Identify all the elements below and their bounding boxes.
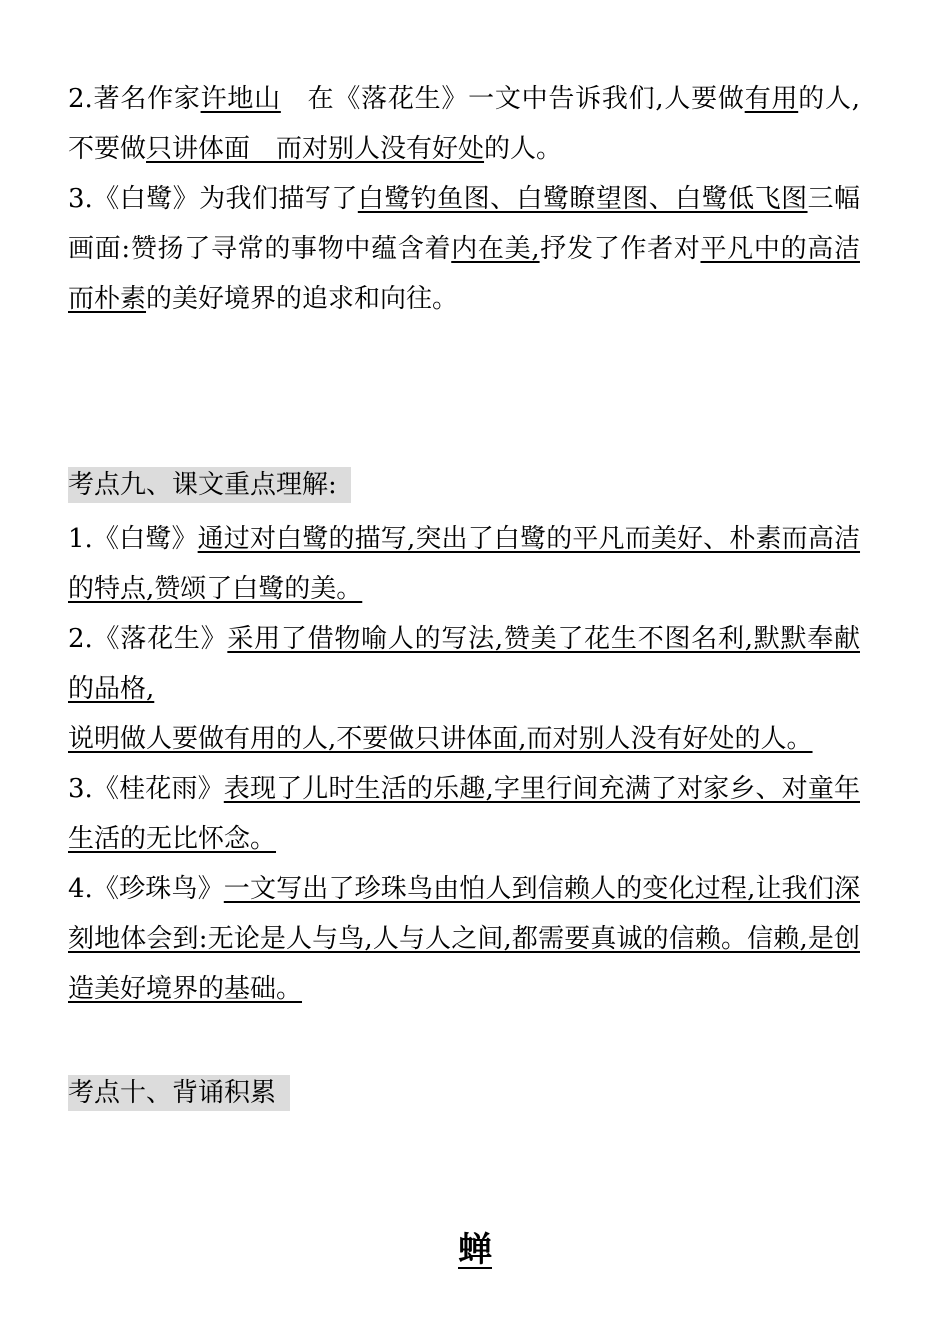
section-10-heading: 考点十、背诵积累 xyxy=(68,1075,290,1111)
item-3-mid1: 三幅画面:赞扬了寻常的事物中蕴含着 xyxy=(68,184,860,264)
item-2-prefix: 2.著名作家 xyxy=(68,84,201,114)
poem-title xyxy=(0,1222,950,1271)
item-3-bailu-pictures xyxy=(68,174,860,324)
item-answer: 通过对白鹭的描写,突出了白鹭的平凡而美好、朴素而高洁的特点,赞颂了白鹭的美。 xyxy=(68,524,861,604)
item-3-suffix: 的美好境界的追求和向往。 xyxy=(146,284,459,314)
item-3-mid2: 抒发了作者对 xyxy=(539,234,701,264)
poem-title-text: 蝉 xyxy=(458,1230,492,1270)
item-3-blank2-answer: 内在美, xyxy=(451,234,540,264)
item-3-blank1-answer: 白鹭钓鱼图、白鹭瞭望图、白鹭低飞图 xyxy=(357,184,808,214)
item-2-mid1: 在《落花生》一文中告诉我们,人要做 xyxy=(307,84,745,114)
section-9-heading: 考点九、课文重点理解: xyxy=(68,467,351,503)
item-2-famous-author xyxy=(68,74,860,174)
item-2-mid2: 的人,不要做 xyxy=(68,84,860,164)
section-9-item-4 xyxy=(68,864,860,1014)
spacer xyxy=(68,324,860,460)
item-2-suffix: 的人。 xyxy=(484,134,563,164)
section-9-list xyxy=(68,514,860,1014)
document-page xyxy=(68,74,860,1118)
item-answer: 一文写出了珍珠鸟由怕人到信赖人的变化过程,让我们深刻地体会到:无论是人与鸟,人与人之间,都需要真诚的信赖。信赖,是创造美好境界的基础。 xyxy=(68,874,860,1004)
item-2-blank1-answer: 有用 xyxy=(744,84,799,114)
item-2-blank2-answer: 只讲体面 而对别人没有好处 xyxy=(146,134,485,164)
item-3-blank3-answer: 平凡中的高洁而朴素 xyxy=(68,234,860,314)
item-2-author-answer: 许地山 xyxy=(200,84,281,114)
section-9-item-1 xyxy=(68,514,860,614)
item-prefix: 2.《落花生》 xyxy=(68,624,228,654)
item-prefix: 4.《珍珠鸟》 xyxy=(68,874,224,904)
spacer xyxy=(68,1014,860,1068)
item-answer: 表现了儿时生活的乐趣,字里行间充满了对家乡、对童年生活的无比怀念。 xyxy=(68,774,860,854)
item-3-prefix: 3.《白鹭》为我们描写了 xyxy=(68,184,358,214)
item-answer-continued: 说明做人要做有用的人,不要做只讲体面,而对别人没有好处的人。 xyxy=(68,724,813,754)
item-answer: 采用了借物喻人的写法,赞美了花生不图名利,默默奉献的品格, xyxy=(68,624,860,704)
item-prefix: 1.《白鹭》 xyxy=(68,524,198,554)
section-9-item-2 xyxy=(68,614,860,714)
section-9-item-3 xyxy=(68,764,860,864)
section-9-item-2-continued xyxy=(68,714,860,764)
item-prefix: 3.《桂花雨》 xyxy=(68,774,224,804)
